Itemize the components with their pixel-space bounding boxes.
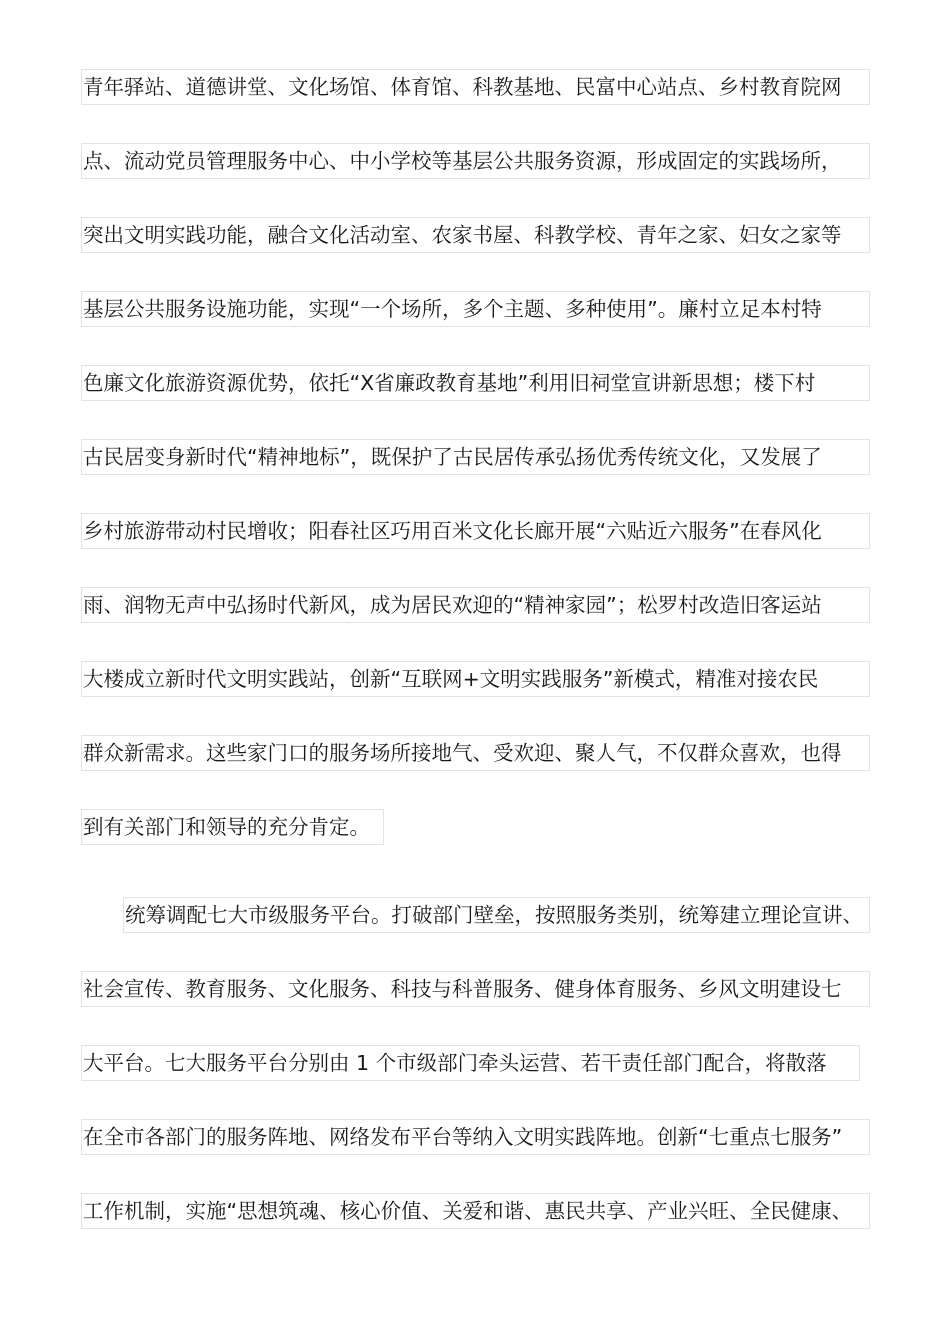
paragraph-first-line: 统筹调配七大市级服务平台。打破部门壁垒，按照服务类别，统筹建立理论宣讲、 bbox=[123, 897, 870, 933]
text-line: 大平台。七大服务平台分别由 1 个市级部门牵头运营、若干责任部门配合，将散落 bbox=[81, 1045, 860, 1081]
text-line: 工作机制，实施“思想筑魂、核心价值、关爱和谐、惠民共享、产业兴旺、全民健康、 bbox=[81, 1193, 870, 1229]
text-line: 群众新需求。这些家门口的服务场所接地气、受欢迎、聚人气，不仅群众喜欢，也得 bbox=[81, 735, 870, 771]
text-line: 突出文明实践功能，融合文化活动室、农家书屋、科教学校、青年之家、妇女之家等 bbox=[81, 217, 870, 253]
text-line: 社会宣传、教育服务、文化服务、科技与科普服务、健身体育服务、乡风文明建设七 bbox=[81, 971, 870, 1007]
text-line: 基层公共服务设施功能，实现“一个场所，多个主题、多种使用”。廉村立足本村特 bbox=[81, 291, 870, 327]
text-line: 古民居变身新时代“精神地标”，既保护了古民居传承弘扬优秀传统文化，又发展了 bbox=[81, 439, 870, 475]
text-line: 雨、润物无声中弘扬时代新风，成为居民欢迎的“精神家园”；松罗村改造旧客运站 bbox=[81, 587, 870, 623]
text-line: 到有关部门和领导的充分肯定。 bbox=[81, 809, 384, 845]
text-line: 大楼成立新时代文明实践站，创新“互联网+文明实践服务”新模式，精准对接农民 bbox=[81, 661, 870, 697]
text-line: 青年驿站、道德讲堂、文化场馆、体育馆、科教基地、民富中心站点、乡村教育院网 bbox=[81, 69, 870, 105]
text-line: 点、流动党员管理服务中心、中小学校等基层公共服务资源，形成固定的实践场所， bbox=[81, 143, 870, 179]
text-line: 色廉文化旅游资源优势，依托“X省廉政教育基地”利用旧祠堂宣讲新思想；楼下村 bbox=[81, 365, 870, 401]
text-line: 乡村旅游带动村民增收；阳春社区巧用百米文化长廊开展“六贴近六服务”在春风化 bbox=[81, 513, 870, 549]
text-line: 在全市各部门的服务阵地、网络发布平台等纳入文明实践阵地。创新“七重点七服务” bbox=[81, 1119, 870, 1155]
